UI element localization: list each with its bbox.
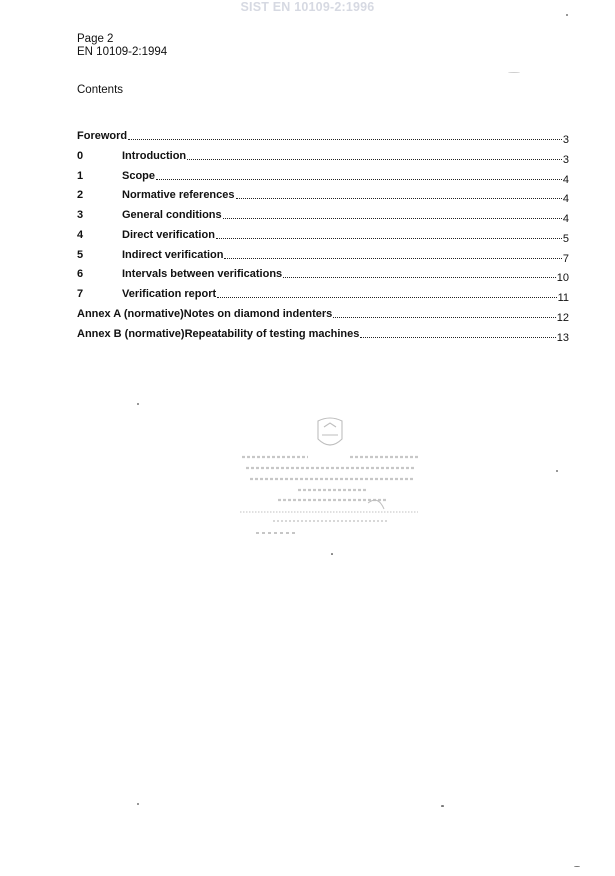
toc-page: 3 xyxy=(562,134,569,146)
toc-page: 12 xyxy=(556,311,569,324)
toc-entry-direct-verification[interactable] xyxy=(77,227,569,247)
toc-number: 1 xyxy=(77,169,84,182)
toc-number: 3 xyxy=(77,209,84,221)
toc-title: Annex B (normative)Repeatability of testing machines xyxy=(77,327,360,340)
toc-number: 4 xyxy=(77,228,84,241)
toc-entry-scope[interactable] xyxy=(77,168,569,188)
scan-speck xyxy=(137,803,139,805)
table-of-contents xyxy=(77,128,569,345)
toc-number: 5 xyxy=(77,248,84,261)
toc-title: Indirect verification xyxy=(122,248,224,261)
toc-entry-annex-b[interactable] xyxy=(77,326,569,346)
toc-title: Intervals between verifications xyxy=(122,268,283,281)
toc-page: 7 xyxy=(562,252,569,265)
dot-leader xyxy=(187,158,562,160)
dot-leader xyxy=(333,316,555,318)
toc-title: Normative references xyxy=(122,189,235,202)
scan-speck xyxy=(574,866,580,867)
toc-page: 10 xyxy=(556,272,569,285)
dot-leader xyxy=(236,197,562,199)
toc-entry-intervals[interactable] xyxy=(77,266,569,286)
page-number: Page 2 xyxy=(77,33,114,45)
toc-number: 2 xyxy=(77,189,84,202)
toc-page: 11 xyxy=(557,292,569,304)
page-header xyxy=(77,33,167,59)
scan-speck xyxy=(508,72,520,73)
toc-title: Scope xyxy=(122,169,156,182)
toc-page: 4 xyxy=(562,173,569,186)
toc-entry-indirect-verification[interactable] xyxy=(77,247,569,267)
dot-leader xyxy=(224,257,561,259)
toc-number: 0 xyxy=(77,149,84,162)
toc-entry-normative-references[interactable] xyxy=(77,187,569,207)
dot-leader xyxy=(156,178,562,180)
toc-entry-foreword[interactable] xyxy=(77,128,569,148)
toc-entry-general-conditions[interactable] xyxy=(77,207,569,227)
contents-heading: Contents xyxy=(77,84,124,96)
library-stamp-image xyxy=(238,417,423,542)
dot-leader xyxy=(223,217,562,219)
toc-number: 6 xyxy=(77,268,84,281)
dot-leader xyxy=(283,276,556,278)
watermark: SIST EN 10109-2:1996 xyxy=(240,0,375,14)
scan-speck xyxy=(137,403,139,405)
toc-page: 4 xyxy=(562,193,569,206)
toc-page: 13 xyxy=(556,331,569,344)
toc-title: Introduction xyxy=(122,149,187,162)
toc-page: 4 xyxy=(562,213,569,225)
toc-title: Verification report xyxy=(122,288,217,300)
dot-leader xyxy=(360,336,555,338)
toc-entry-annex-a[interactable] xyxy=(77,306,569,326)
toc-entry-introduction[interactable] xyxy=(77,148,569,168)
toc-title: Annex A (normative)Notes on diamond indenters xyxy=(77,307,333,320)
toc-page: 3 xyxy=(562,153,569,166)
scan-speck xyxy=(441,805,444,807)
toc-entry-verification-report[interactable] xyxy=(77,286,569,306)
toc-title: Direct verification xyxy=(122,228,215,241)
scan-speck xyxy=(331,553,333,555)
scan-speck xyxy=(556,470,558,472)
document-id: EN 10109-2:1994 xyxy=(77,46,168,58)
dot-leader xyxy=(217,296,556,298)
toc-number: 7 xyxy=(77,288,84,300)
dot-leader xyxy=(128,138,562,140)
dot-leader xyxy=(216,237,562,239)
toc-title: General conditions xyxy=(122,209,222,221)
toc-title: Foreword xyxy=(77,130,128,142)
toc-page: 5 xyxy=(562,232,569,245)
scan-speck xyxy=(566,14,568,16)
